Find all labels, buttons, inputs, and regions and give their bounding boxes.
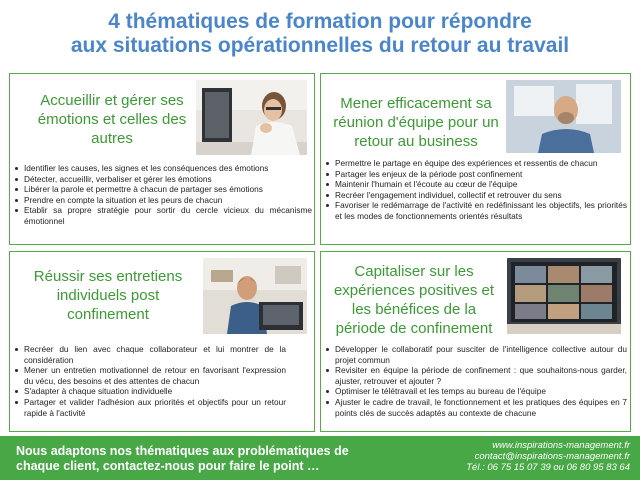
footer-message: Nous adaptons nos thématiques aux problématiques de chaque client, contactez-nous pour faire le point … <box>16 444 349 473</box>
card-emotions <box>9 73 315 245</box>
bullet-list <box>14 344 286 418</box>
card-positive-experiences <box>320 251 631 432</box>
card-team-meeting <box>320 73 631 245</box>
list-item: Recréer du lien avec chaque collaborateur et lui montrer de la considération <box>14 344 286 365</box>
list-item: Partager et valider l'adhésion aux priorités et objectifs pour un retour rapide à l'activité <box>14 397 286 418</box>
list-item: Mener un entretien motivationnel de retour en favorisant l'expression du vécu, des besoins et des attentes de chacun <box>14 365 286 386</box>
list-item: Libérer la parole et permettre à chacun de partager ses émotions <box>14 184 312 195</box>
list-item: Détecter, accueillir, verbaliser et gérer les émotions <box>14 174 312 185</box>
list-item: Prendre en compte la situation et les peurs de chacun <box>14 195 312 206</box>
man-smiling-at-laptop-photo <box>203 258 307 334</box>
list-item: Développer le collaboratif pour susciter de l'intelligence collective autour du projet commun <box>325 344 627 365</box>
video-conference-grid-photo <box>507 258 621 334</box>
list-item: Optimiser le télétravail et les temps au bureau de l'équipe <box>325 386 627 397</box>
list-item: Revisiter en équipe la période de confinement : que souhaitons-nous garder, ajuster, retrouver et ajouter ? <box>325 365 627 386</box>
card-title: Accueillir et gérer ses émotions et celles des autres <box>37 92 187 147</box>
card-title: Capitaliser sur les expériences positives et les bénéfices de la période de confinement <box>333 263 495 337</box>
phone-number: Tél.: 06 75 15 07 39 ou 06 80 95 83 64 <box>466 462 630 473</box>
bullet-list <box>325 344 627 418</box>
list-item: Recréer l'engagement individuel, collectif et retrouver du sens <box>325 190 627 201</box>
list-item: Favoriser le redémarrage de l'activité en redéfinissant les objectifs, les priorités et les modes de fonctionnements orientés résultats <box>325 200 627 221</box>
list-item: Partager les enjeux de la période post confinement <box>325 169 627 180</box>
list-item: S'adapter à chaque situation individuelle <box>14 386 286 397</box>
bullet-list <box>14 163 312 227</box>
card-title: Réussir ses entretiens individuels post confinement <box>33 268 183 323</box>
footer-banner <box>0 436 640 480</box>
page-title-line-2: aux situations opérationnelles du retour au travail <box>70 34 570 57</box>
email-link[interactable]: contact@inspirations-management.fr <box>474 451 630 462</box>
list-item: Etablir sa propre stratégie pour sortir du cercle vicieux du mécanisme émotionnel <box>14 205 312 226</box>
page-title <box>0 10 640 58</box>
list-item: Permettre le partage en équipe des expériences et ressentis de chacun <box>325 158 627 169</box>
list-item: Identifier les causes, les signes et les conséquences des émotions <box>14 163 312 174</box>
man-in-video-call-photo <box>506 80 621 153</box>
footer-contact <box>410 440 630 473</box>
bullet-list <box>325 158 627 222</box>
website-link[interactable]: www.inspirations-management.fr <box>492 440 630 451</box>
card-title: Mener efficacement sa réunion d'équipe pour un retour au business <box>333 95 499 150</box>
list-item: Ajuster le cadre de travail, le fonctionnement et les pratiques des équipes en 7 points clés de succès adaptés au contexte de chacune <box>325 397 627 418</box>
page-title-line-1: 4 thématiques de formation pour répondre <box>108 10 532 33</box>
woman-thinking-at-laptop-photo <box>196 80 307 155</box>
card-individual-interviews <box>9 251 315 432</box>
list-item: Maintenir l'humain et l'écoute au cœur de l'équipe <box>325 179 627 190</box>
